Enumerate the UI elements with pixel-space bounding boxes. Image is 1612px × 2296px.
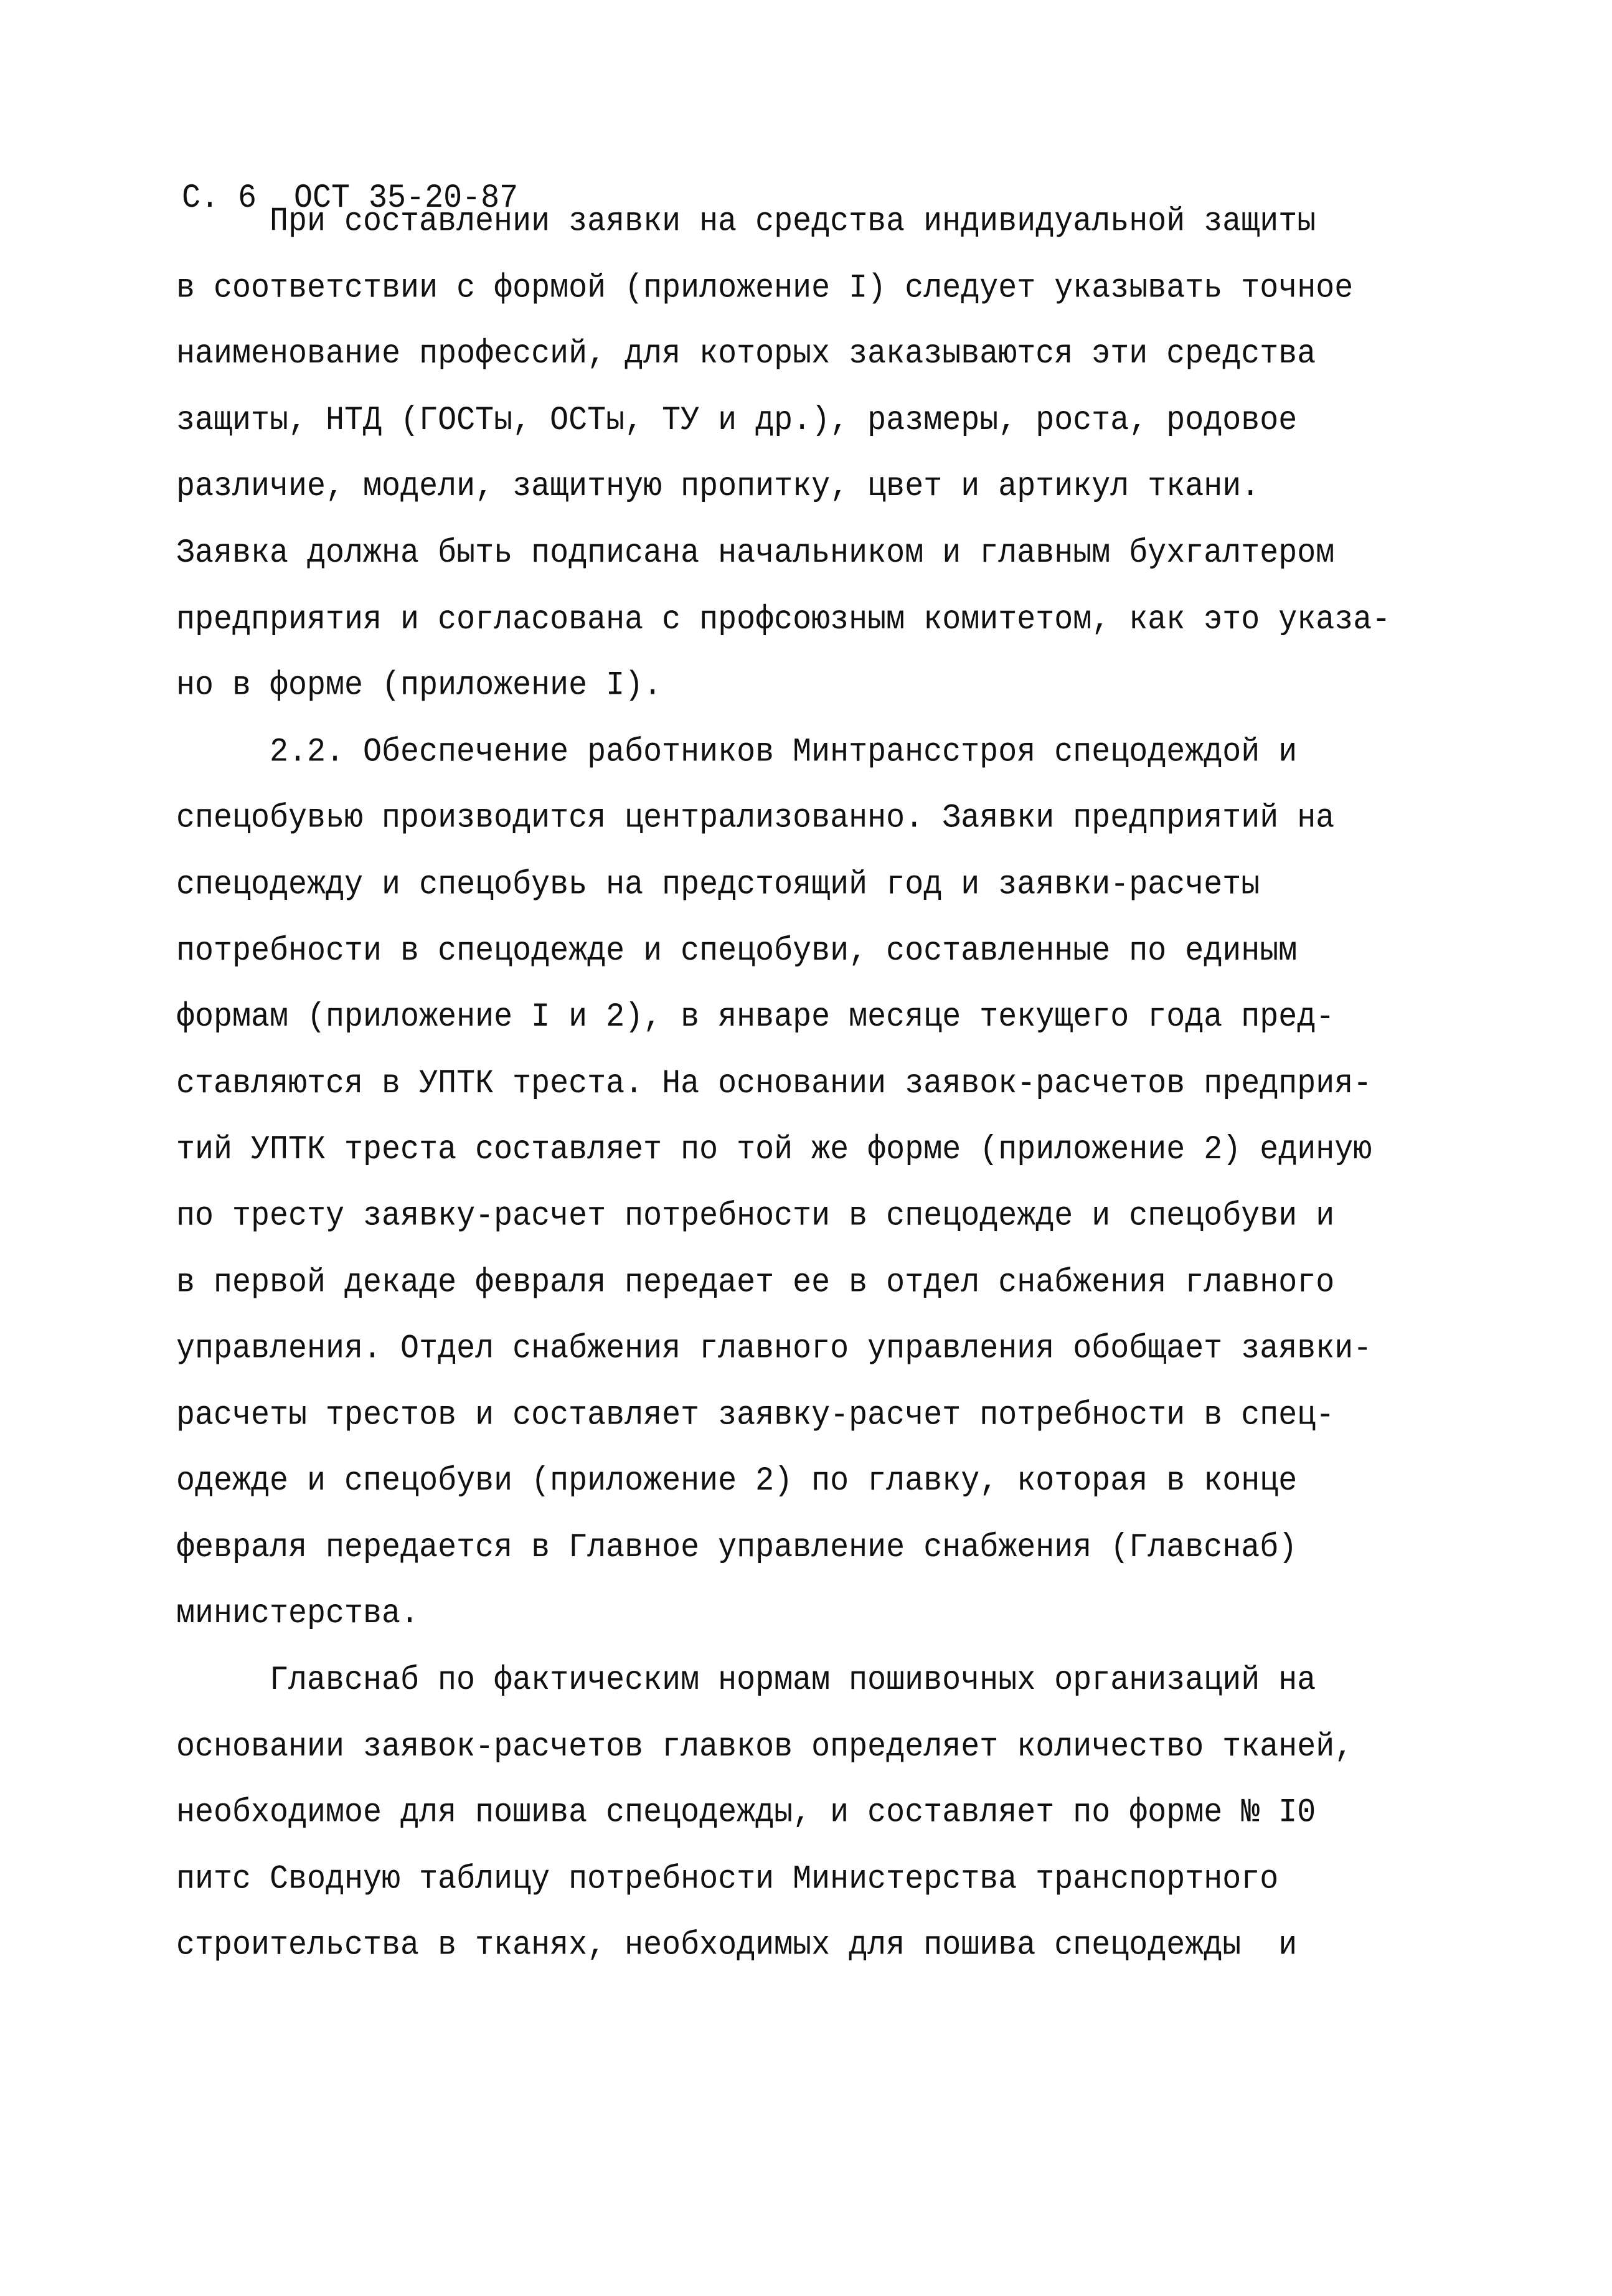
text-line: февраля передается в Главное управление снабжения (Главснаб) [176,1528,1298,1567]
paragraph [176,189,1390,720]
text-line: ставляются в УПТК треста. На основании заявок-расчетов предприя- [176,1064,1372,1103]
text-line: предприятия и согласована с профсоюзным комитетом, как это указа- [176,600,1391,639]
page-header: С. 6 ОСТ 35-20-87 [182,179,519,218]
text-line: спецобувью производится централизованно. Заявки предприятий на [176,799,1335,838]
text-line: потребности в спецодежде и спецобуви, составленные по единым [176,932,1298,970]
text-line: Заявка должна быть подписана начальником и главным бухгалтером [176,534,1335,573]
text-line: защиты, НТД (ГОСТы, ОСТы, ТУ и др.), размеры, роста, родовое [176,401,1298,440]
paragraph [176,1648,1390,1979]
text-line: строительства в тканях, необходимых для пошива спецодежды и [176,1926,1298,1965]
text-line: в первой декаде февраля передает ее в отдел снабжения главного [176,1263,1335,1302]
text-line: необходимое для пошива спецодежды, и составляет по форме № I0 [176,1793,1316,1833]
text-line: различие, модели, защитную пропитку, цвет и артикул ткани. [176,468,1260,506]
text-line: При составлении заявки на средства индивидуальной защиты [270,202,1316,241]
text-line: спецодежду и спецобувь на предстоящий год и заявки-расчеты [176,865,1260,904]
text-line: одежде и спецобуви (приложение 2) по главку, которая в конце [176,1462,1298,1501]
text-line: 2.2. Обеспечение работников Минтрансстроя спецодеждой и [270,732,1298,772]
document-body [176,189,1390,1980]
text-line: но в форме (приложение I). [176,666,662,706]
text-line: основании заявок-расчетов главков определяет количество тканей, [176,1727,1354,1766]
paragraph [176,719,1390,1648]
text-line: Главснаб по фактическим нормам пошивочных организаций на [270,1661,1316,1700]
text-line: в соответствии с формой (приложение I) следует указывать точное [176,268,1354,308]
text-line: по тресту заявку-расчет потребности в спецодежде и спецобуви и [176,1197,1335,1235]
text-line: формам (приложение I и 2), в январе месяце текущего года пред- [176,998,1335,1037]
text-line: наименование профессий, для которых заказываются эти средства [176,335,1316,374]
text-line: расчеты трестов и составляет заявку-расчет потребности в спец- [176,1396,1335,1435]
text-line: министерства. [176,1595,420,1633]
text-line: питс Сводную таблицу потребности Министерства транспортного [176,1860,1279,1899]
text-line: тий УПТК треста составляет по той же форме (приложение 2) единую [176,1130,1372,1169]
text-line: управления. Отдел снабжения главного управления обобщает заявки- [176,1330,1372,1368]
